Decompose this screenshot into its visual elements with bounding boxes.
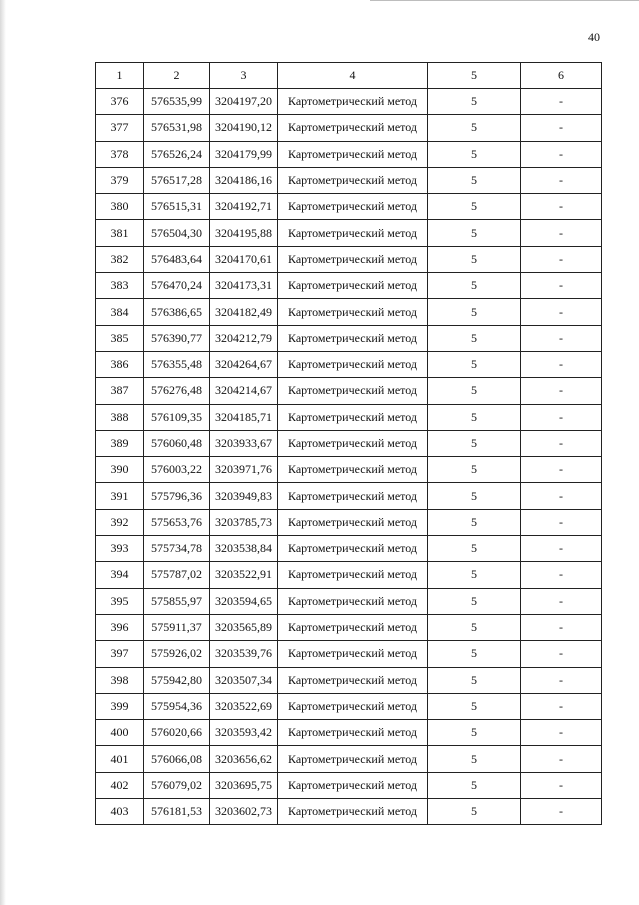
x-coordinate-cell: 576020,66	[144, 720, 210, 746]
accuracy-cell: 5	[428, 772, 521, 798]
point-number-cell: 387	[96, 378, 144, 404]
method-cell: Картометрический метод	[278, 378, 428, 404]
point-number-cell: 377	[96, 115, 144, 141]
method-cell: Картометрический метод	[278, 430, 428, 456]
header-cell-4: 4	[278, 63, 428, 89]
accuracy-cell: 5	[428, 509, 521, 535]
point-number-cell: 403	[96, 799, 144, 825]
accuracy-cell: 5	[428, 799, 521, 825]
method-cell: Картометрический метод	[278, 351, 428, 377]
x-coordinate-cell: 576386,65	[144, 299, 210, 325]
header-cell-3: 3	[210, 63, 278, 89]
table-row	[96, 141, 602, 167]
table-row	[96, 194, 602, 220]
table-row	[96, 378, 602, 404]
table-row	[96, 351, 602, 377]
point-number-cell: 388	[96, 404, 144, 430]
table-row	[96, 299, 602, 325]
note-cell: -	[521, 404, 602, 430]
accuracy-cell: 5	[428, 141, 521, 167]
point-number-cell: 402	[96, 772, 144, 798]
x-coordinate-cell: 576483,64	[144, 246, 210, 272]
note-cell: -	[521, 430, 602, 456]
accuracy-cell: 5	[428, 483, 521, 509]
accuracy-cell: 5	[428, 614, 521, 640]
y-coordinate-cell: 3203565,89	[210, 614, 278, 640]
table-row	[96, 325, 602, 351]
accuracy-cell: 5	[428, 325, 521, 351]
point-number-cell: 378	[96, 141, 144, 167]
x-coordinate-cell: 576276,48	[144, 378, 210, 404]
x-coordinate-cell: 576003,22	[144, 457, 210, 483]
point-number-cell: 376	[96, 89, 144, 115]
point-number-cell: 398	[96, 667, 144, 693]
method-cell: Картометрический метод	[278, 483, 428, 509]
method-cell: Картометрический метод	[278, 667, 428, 693]
page-number: 40	[588, 30, 600, 44]
note-cell: -	[521, 536, 602, 562]
note-cell: -	[521, 693, 602, 719]
table-row	[96, 799, 602, 825]
method-cell: Картометрический метод	[278, 588, 428, 614]
note-cell: -	[521, 141, 602, 167]
accuracy-cell: 5	[428, 220, 521, 246]
method-cell: Картометрический метод	[278, 273, 428, 299]
point-number-cell: 397	[96, 641, 144, 667]
point-number-cell: 385	[96, 325, 144, 351]
method-cell: Картометрический метод	[278, 720, 428, 746]
x-coordinate-cell: 576109,35	[144, 404, 210, 430]
table-row	[96, 220, 602, 246]
y-coordinate-cell: 3203971,76	[210, 457, 278, 483]
table-row	[96, 430, 602, 456]
method-cell: Картометрический метод	[278, 220, 428, 246]
note-cell: -	[521, 457, 602, 483]
point-number-cell: 399	[96, 693, 144, 719]
point-number-cell: 391	[96, 483, 144, 509]
accuracy-cell: 5	[428, 720, 521, 746]
note-cell: -	[521, 89, 602, 115]
method-cell: Картометрический метод	[278, 299, 428, 325]
point-number-cell: 390	[96, 457, 144, 483]
method-cell: Картометрический метод	[278, 141, 428, 167]
method-cell: Картометрический метод	[278, 194, 428, 220]
point-number-cell: 380	[96, 194, 144, 220]
table-body	[96, 89, 602, 825]
x-coordinate-cell: 576181,53	[144, 799, 210, 825]
y-coordinate-cell: 3203933,67	[210, 430, 278, 456]
point-number-cell: 396	[96, 614, 144, 640]
accuracy-cell: 5	[428, 115, 521, 141]
y-coordinate-cell: 3203949,83	[210, 483, 278, 509]
point-number-cell: 381	[96, 220, 144, 246]
point-number-cell: 392	[96, 509, 144, 535]
accuracy-cell: 5	[428, 667, 521, 693]
method-cell: Картометрический метод	[278, 246, 428, 272]
note-cell: -	[521, 746, 602, 772]
point-number-cell: 401	[96, 746, 144, 772]
method-cell: Картометрический метод	[278, 325, 428, 351]
x-coordinate-cell: 575653,76	[144, 509, 210, 535]
point-number-cell: 383	[96, 273, 144, 299]
table-row	[96, 246, 602, 272]
y-coordinate-cell: 3203507,34	[210, 667, 278, 693]
method-cell: Картометрический метод	[278, 115, 428, 141]
x-coordinate-cell: 575954,36	[144, 693, 210, 719]
note-cell: -	[521, 667, 602, 693]
y-coordinate-cell: 3204214,67	[210, 378, 278, 404]
method-cell: Картометрический метод	[278, 167, 428, 193]
x-coordinate-cell: 576060,48	[144, 430, 210, 456]
note-cell: -	[521, 799, 602, 825]
note-cell: -	[521, 194, 602, 220]
accuracy-cell: 5	[428, 273, 521, 299]
y-coordinate-cell: 3204190,12	[210, 115, 278, 141]
table-row	[96, 404, 602, 430]
scan-edge-top	[370, 0, 639, 5]
note-cell: -	[521, 562, 602, 588]
x-coordinate-cell: 576079,02	[144, 772, 210, 798]
accuracy-cell: 5	[428, 167, 521, 193]
note-cell: -	[521, 378, 602, 404]
y-coordinate-cell: 3203522,91	[210, 562, 278, 588]
method-cell: Картометрический метод	[278, 404, 428, 430]
table-row	[96, 536, 602, 562]
note-cell: -	[521, 299, 602, 325]
method-cell: Картометрический метод	[278, 641, 428, 667]
table-row	[96, 273, 602, 299]
table-row	[96, 588, 602, 614]
note-cell: -	[521, 588, 602, 614]
y-coordinate-cell: 3204185,71	[210, 404, 278, 430]
header-cell-1: 1	[96, 63, 144, 89]
y-coordinate-cell: 3203594,65	[210, 588, 278, 614]
y-coordinate-cell: 3203522,69	[210, 693, 278, 719]
point-number-cell: 384	[96, 299, 144, 325]
x-coordinate-cell: 575942,80	[144, 667, 210, 693]
y-coordinate-cell: 3203656,62	[210, 746, 278, 772]
method-cell: Картометрический метод	[278, 799, 428, 825]
coordinates-table	[95, 62, 602, 825]
note-cell: -	[521, 246, 602, 272]
point-number-cell: 395	[96, 588, 144, 614]
point-number-cell: 379	[96, 167, 144, 193]
y-coordinate-cell: 3204212,79	[210, 325, 278, 351]
method-cell: Картометрический метод	[278, 536, 428, 562]
note-cell: -	[521, 641, 602, 667]
note-cell: -	[521, 273, 602, 299]
method-cell: Картометрический метод	[278, 614, 428, 640]
point-number-cell: 382	[96, 246, 144, 272]
accuracy-cell: 5	[428, 457, 521, 483]
scan-edge-left	[0, 0, 6, 905]
note-cell: -	[521, 614, 602, 640]
table-row	[96, 167, 602, 193]
x-coordinate-cell: 576066,08	[144, 746, 210, 772]
table-row	[96, 667, 602, 693]
accuracy-cell: 5	[428, 588, 521, 614]
y-coordinate-cell: 3204182,49	[210, 299, 278, 325]
method-cell: Картометрический метод	[278, 693, 428, 719]
accuracy-cell: 5	[428, 246, 521, 272]
y-coordinate-cell: 3204197,20	[210, 89, 278, 115]
method-cell: Картометрический метод	[278, 746, 428, 772]
table-row	[96, 720, 602, 746]
x-coordinate-cell: 575926,02	[144, 641, 210, 667]
x-coordinate-cell: 575787,02	[144, 562, 210, 588]
y-coordinate-cell: 3204179,99	[210, 141, 278, 167]
x-coordinate-cell: 576390,77	[144, 325, 210, 351]
x-coordinate-cell: 576531,98	[144, 115, 210, 141]
table-row	[96, 562, 602, 588]
point-number-cell: 389	[96, 430, 144, 456]
note-cell: -	[521, 325, 602, 351]
y-coordinate-cell: 3204170,61	[210, 246, 278, 272]
accuracy-cell: 5	[428, 641, 521, 667]
y-coordinate-cell: 3203539,76	[210, 641, 278, 667]
table-header	[96, 63, 602, 89]
method-cell: Картометрический метод	[278, 772, 428, 798]
y-coordinate-cell: 3204173,31	[210, 273, 278, 299]
x-coordinate-cell: 575734,78	[144, 536, 210, 562]
table-row	[96, 772, 602, 798]
note-cell: -	[521, 351, 602, 377]
accuracy-cell: 5	[428, 299, 521, 325]
note-cell: -	[521, 220, 602, 246]
point-number-cell: 394	[96, 562, 144, 588]
accuracy-cell: 5	[428, 351, 521, 377]
table-row	[96, 89, 602, 115]
note-cell: -	[521, 483, 602, 509]
accuracy-cell: 5	[428, 89, 521, 115]
y-coordinate-cell: 3204186,16	[210, 167, 278, 193]
note-cell: -	[521, 720, 602, 746]
x-coordinate-cell: 575796,36	[144, 483, 210, 509]
y-coordinate-cell: 3203602,73	[210, 799, 278, 825]
point-number-cell: 400	[96, 720, 144, 746]
x-coordinate-cell: 576517,28	[144, 167, 210, 193]
accuracy-cell: 5	[428, 404, 521, 430]
y-coordinate-cell: 3203695,75	[210, 772, 278, 798]
y-coordinate-cell: 3203538,84	[210, 536, 278, 562]
accuracy-cell: 5	[428, 746, 521, 772]
method-cell: Картометрический метод	[278, 562, 428, 588]
x-coordinate-cell: 576504,30	[144, 220, 210, 246]
header-cell-5: 5	[428, 63, 521, 89]
x-coordinate-cell: 576355,48	[144, 351, 210, 377]
table-row	[96, 457, 602, 483]
x-coordinate-cell: 576515,31	[144, 194, 210, 220]
y-coordinate-cell: 3204192,71	[210, 194, 278, 220]
header-row	[96, 63, 602, 89]
header-cell-6: 6	[521, 63, 602, 89]
accuracy-cell: 5	[428, 378, 521, 404]
x-coordinate-cell: 576470,24	[144, 273, 210, 299]
x-coordinate-cell: 576526,24	[144, 141, 210, 167]
y-coordinate-cell: 3203785,73	[210, 509, 278, 535]
note-cell: -	[521, 167, 602, 193]
accuracy-cell: 5	[428, 693, 521, 719]
y-coordinate-cell: 3204195,88	[210, 220, 278, 246]
table-row	[96, 115, 602, 141]
table-row	[96, 641, 602, 667]
table-row	[96, 483, 602, 509]
x-coordinate-cell: 575911,37	[144, 614, 210, 640]
method-cell: Картометрический метод	[278, 89, 428, 115]
x-coordinate-cell: 575855,97	[144, 588, 210, 614]
method-cell: Картометрический метод	[278, 509, 428, 535]
y-coordinate-cell: 3204264,67	[210, 351, 278, 377]
method-cell: Картометрический метод	[278, 457, 428, 483]
accuracy-cell: 5	[428, 430, 521, 456]
note-cell: -	[521, 115, 602, 141]
note-cell: -	[521, 772, 602, 798]
header-cell-2: 2	[144, 63, 210, 89]
note-cell: -	[521, 509, 602, 535]
point-number-cell: 393	[96, 536, 144, 562]
accuracy-cell: 5	[428, 562, 521, 588]
table-row	[96, 614, 602, 640]
table-row	[96, 746, 602, 772]
table-row	[96, 693, 602, 719]
table-row	[96, 509, 602, 535]
accuracy-cell: 5	[428, 536, 521, 562]
accuracy-cell: 5	[428, 194, 521, 220]
y-coordinate-cell: 3203593,42	[210, 720, 278, 746]
point-number-cell: 386	[96, 351, 144, 377]
x-coordinate-cell: 576535,99	[144, 89, 210, 115]
